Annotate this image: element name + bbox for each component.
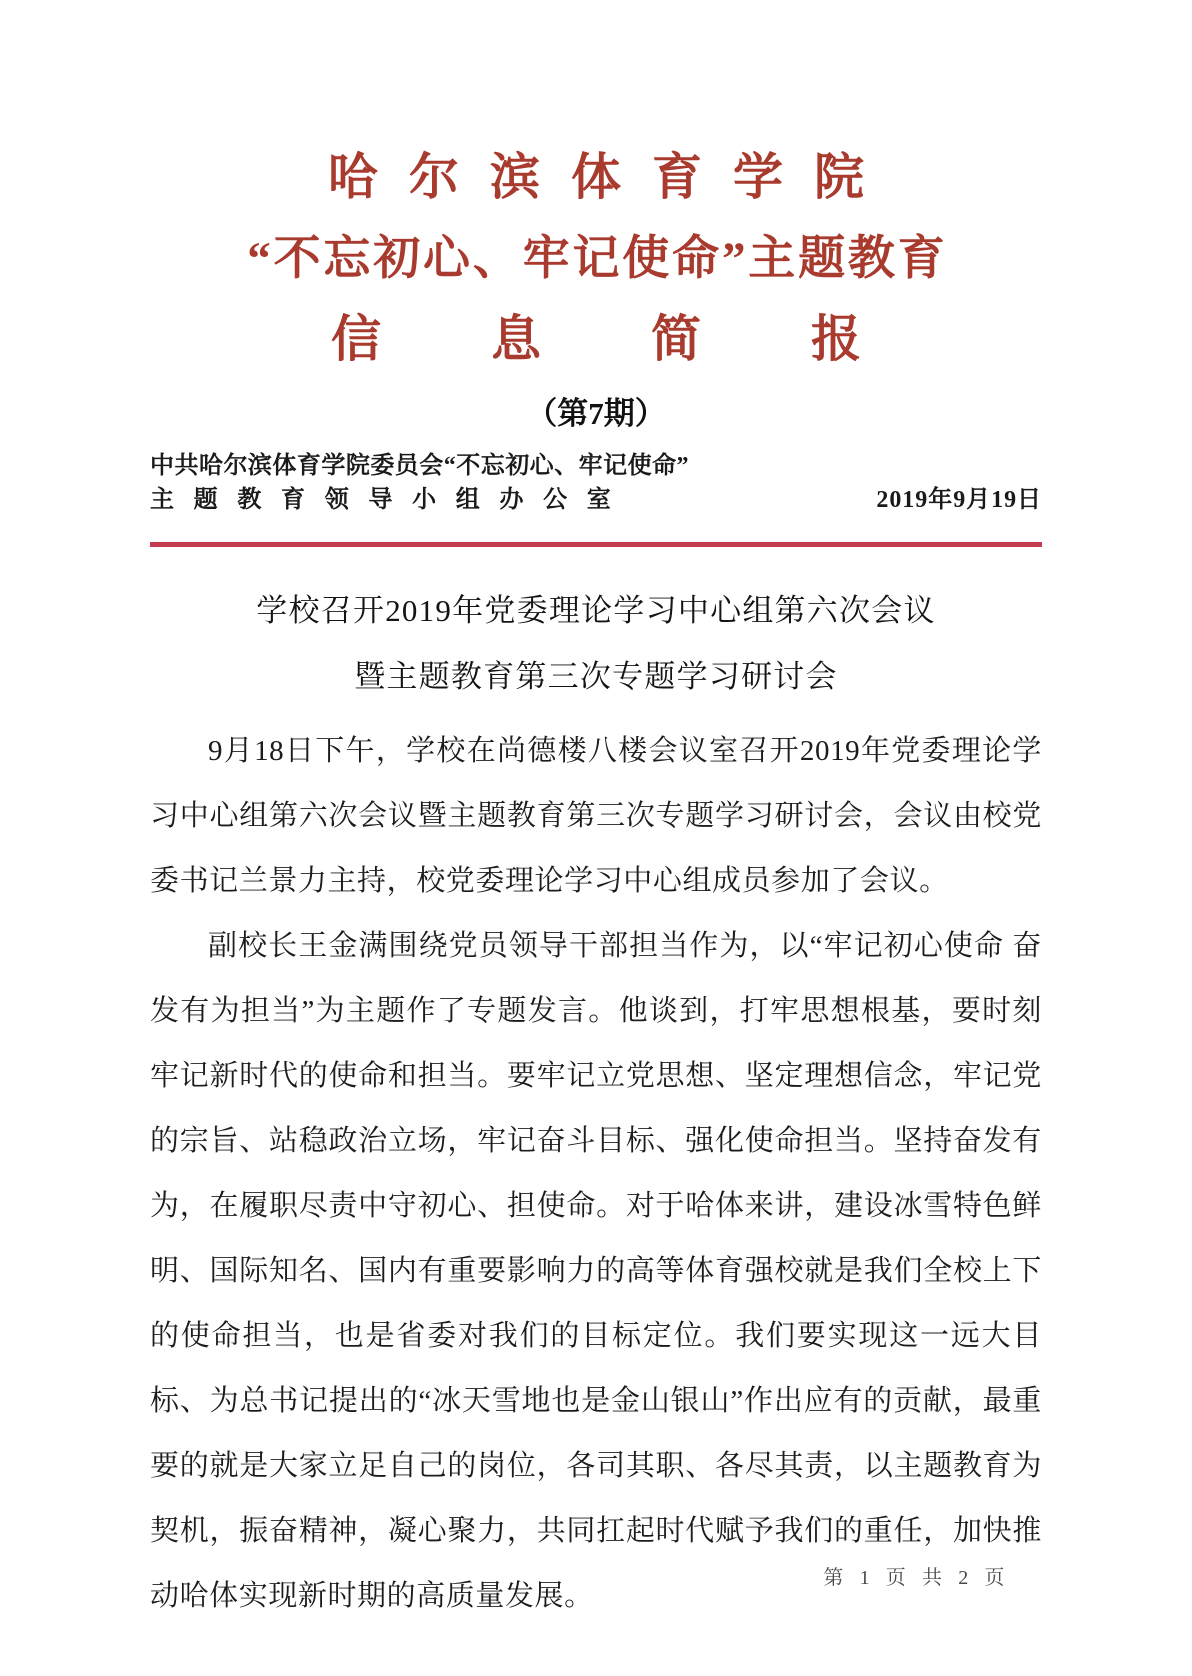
red-divider-rule (150, 542, 1042, 547)
masthead (150, 0, 1042, 434)
article-paragraph-2: 副校长王金满围绕党员领导干部担当作为，以“牢记初心使命 奋发有为担当”为主题作了专题发言。他谈到，打牢思想根基，要时刻牢记新时代的使命和担当。要牢记立党思想、坚定理想信念，牢记党的宗旨、站稳政治立场，牢记奋斗目标、强化使命担当。坚持奋发有为，在履职尽责中守初心、担使命。对于哈体来讲，建设冰雪特色鲜明、国际知名、国内有重要影响力的高等体育强校就是我们全校上下的使命担当，也是省委对我们的目标定位。我们要实现这一远大目标、为总书记提出的“冰天雪地也是金山银山”作出应有的贡献，最重要的就是大家立足自己的岗位，各司其职、各尽其责，以主题教育为契机，振奋精神，凝心聚力，共同扛起时代赋予我们的重任，加快推动哈体实现新时期的高质量发展。 (150, 930, 1042, 1612)
issue-number: （第7期） (526, 396, 666, 431)
article-title-line2: 暨主题教育第三次专题学习研讨会 (354, 659, 838, 694)
masthead-title-line2: “不忘初心、牢记使命”主题教育 (247, 233, 948, 285)
page-number-footer: 第 1 页 共 2 页 (823, 1567, 1010, 1589)
masthead-title-line1: 哈尔滨体育学院 (328, 149, 895, 205)
issuing-org-name: 主题教育领导小组办公室 (150, 487, 631, 513)
issuing-org-line1: 中共哈尔滨体育学院委员会“不忘初心、牢记使命” (150, 453, 690, 479)
article-title-line1: 学校召开2019年党委理论学习中心组第六次会议 (256, 593, 936, 628)
issue-date: 2019年9月19日 (876, 487, 1042, 513)
issuing-org-line2 (150, 484, 1042, 516)
article-body (150, 719, 1042, 1629)
article-paragraph-1: 9月18日下午，学校在尚德楼八楼会议室召开2019年党委理论学习中心组第六次会议暨主题教育第三次专题学习研讨会，会议由校党委书记兰景力主持，校党委理论学习中心组成员参加了会议。 (150, 735, 1042, 897)
issuing-org-block (150, 450, 1042, 547)
masthead-title-line3: 信息简报 (331, 311, 971, 367)
article (150, 591, 1042, 1629)
